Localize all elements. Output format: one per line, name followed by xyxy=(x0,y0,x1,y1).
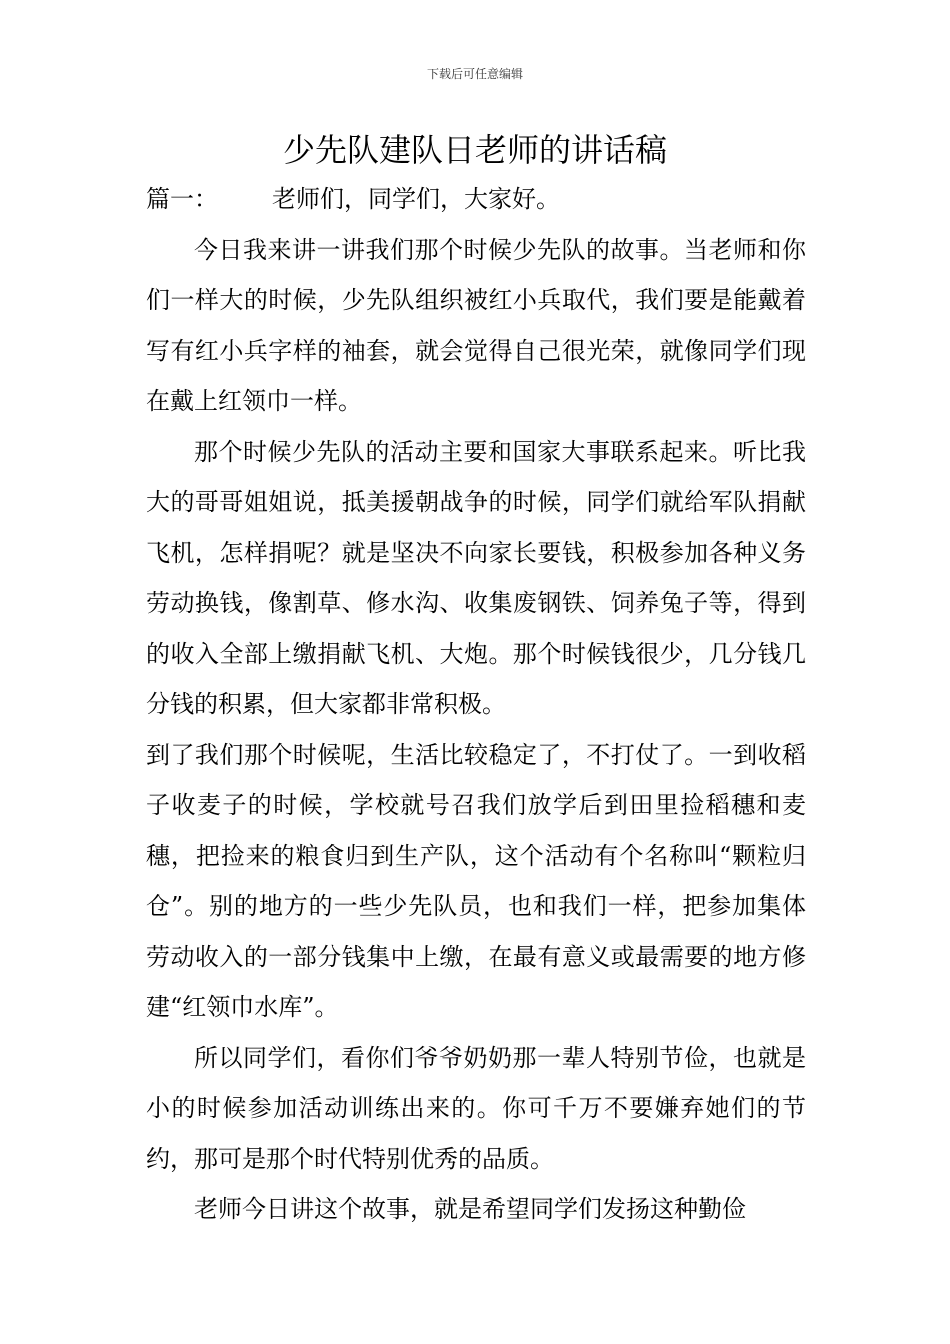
paragraph-2: 那个时候少先队的活动主要和国家大事联系起来。听比我大的哥哥姐姐说，抵美援朝战争的时候，同学们就给军队捐献飞机，怎样捐呢？就是坚决不向家长要钱，积极参加各种义务劳动换钱，像割草、修水沟、收集废钢铁、饲养兔子等，得到的收入全部上缴捐献飞机、大炮。那个时候钱很少，几分钱几分钱的积累，但大家都非常积极。 xyxy=(146,437,806,718)
paragraph-3: 到了我们那个时候呢，生活比较稳定了，不打仗了。一到收稻子收麦子的时候，学校就号召我们放学后到田里捡稻穗和麦穗，把捡来的粮食归到生产队，这个活动有个名称叫“颗粒归仓”。别的地方的一些少先队员，也和我们一样，把参加集体劳动收入的一部分钱集中上缴，在最有意义或最需要的地方修建“红领巾水库”。 xyxy=(146,740,806,1021)
paragraph-5: 老师今日讲这个故事，就是希望同学们发扬这种勤俭 xyxy=(194,1195,746,1223)
header-note: 下载后可任意编辑 xyxy=(426,67,523,81)
document-body xyxy=(146,174,806,1235)
paragraph-4: 所以同学们，看你们爷爷奶奶那一辈人特别节俭，也就是小的时候参加活动训练出来的。你可千万不要嫌弃她们的节约，那可是那个时代特别优秀的品质。 xyxy=(146,1043,806,1173)
intro-line xyxy=(146,174,806,225)
paragraph-1: 今日我来讲一讲我们那个时候少先队的故事。当老师和你们一样大的时候，少先队组织被红小兵取代，我们要是能戴着写有红小兵字样的袖套，就会觉得自己很光荣，就像同学们现在戴上红领巾一样。 xyxy=(146,235,806,415)
greeting-text: 老师们，同学们，大家好。 xyxy=(272,185,560,213)
document-title: 少先队建队日老师的讲话稿 xyxy=(282,131,667,169)
section-label: 篇一： xyxy=(146,185,218,213)
